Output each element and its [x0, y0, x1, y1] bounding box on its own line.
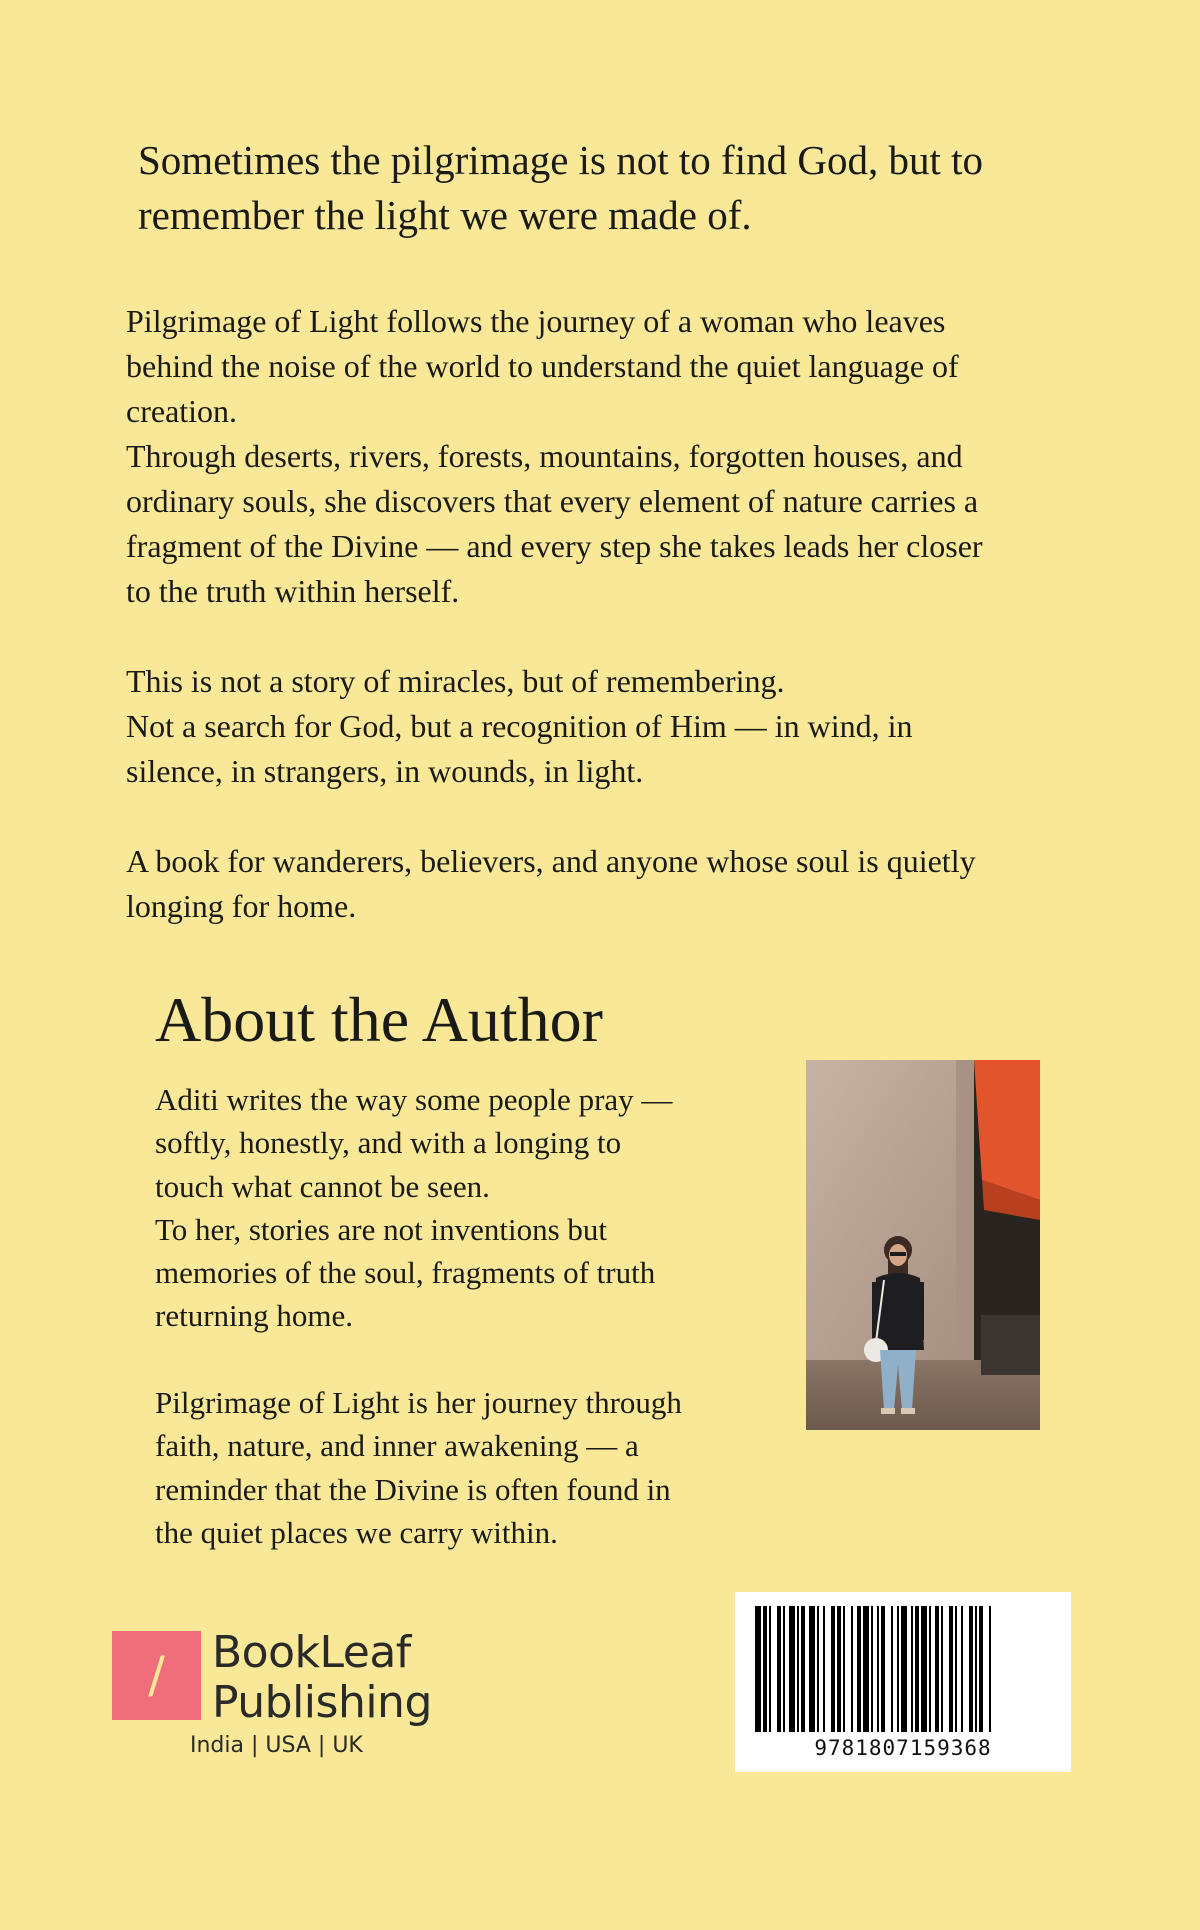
author-bio: [155, 1078, 755, 1554]
tagline-line: Sometimes the pilgrimage is not to find God, but to: [138, 137, 983, 183]
bio-line: To her, stories are not inventions but: [155, 1211, 608, 1247]
bio-line: the quiet places we carry within.: [155, 1514, 558, 1550]
bio-line: touch what cannot be seen.: [155, 1168, 490, 1204]
publisher-regions: India | USA | UK: [190, 1733, 363, 1758]
tagline-line: remember the light we were made of.: [138, 192, 752, 238]
bio-line: faith, nature, and inner awakening — a: [155, 1428, 639, 1464]
blurb-line: fragment of the Divine — and every step she takes leads her closer: [126, 528, 983, 564]
publisher-name: [212, 1628, 432, 1728]
bio-line: softly, honestly, and with a longing to: [155, 1125, 622, 1161]
slash-icon: /: [148, 1646, 165, 1704]
author-photo-illustration: [806, 1060, 1040, 1430]
publisher-logo-mark: [112, 1631, 201, 1720]
bio-line: memories of the soul, fragments of truth: [155, 1255, 656, 1291]
bio-line: reminder that the Divine is often found in: [155, 1471, 671, 1507]
isbn-barcode: [735, 1592, 1071, 1772]
blurb-line: Through deserts, rivers, forests, mountains, forgotten houses, and: [126, 438, 963, 474]
tagline: [138, 133, 1038, 243]
publisher-name-line: BookLeaf: [212, 1627, 411, 1678]
about-author-heading: About the Author: [155, 984, 603, 1055]
publisher-name-line: Publishing: [212, 1677, 432, 1728]
isbn-number: 9781807159368: [814, 1736, 992, 1760]
blurb-line: This is not a story of miracles, but of remembering.: [126, 663, 785, 699]
book-blurb: [126, 299, 1086, 929]
publisher-logo: [112, 1628, 452, 1778]
blurb-line: Pilgrimage of Light follows the journey of a woman who leaves: [126, 303, 946, 339]
blurb-line: creation.: [126, 393, 238, 429]
blurb-line: Not a search for God, but a recognition of Him — in wind, in: [126, 708, 913, 744]
blurb-line: silence, in strangers, in wounds, in light.: [126, 753, 644, 789]
author-photo: [806, 1060, 1040, 1430]
blurb-line: behind the noise of the world to understand the quiet language of: [126, 348, 959, 384]
blurb-line: A book for wanderers, believers, and anyone whose soul is quietly: [126, 843, 976, 879]
blurb-line: to the truth within herself.: [126, 573, 460, 609]
blurb-line: longing for home.: [126, 888, 357, 924]
blurb-line: ordinary souls, she discovers that every element of nature carries a: [126, 483, 979, 519]
bio-line: Pilgrimage of Light is her journey through: [155, 1385, 682, 1421]
bio-line: Aditi writes the way some people pray —: [155, 1082, 673, 1117]
bio-line: returning home.: [155, 1298, 354, 1334]
